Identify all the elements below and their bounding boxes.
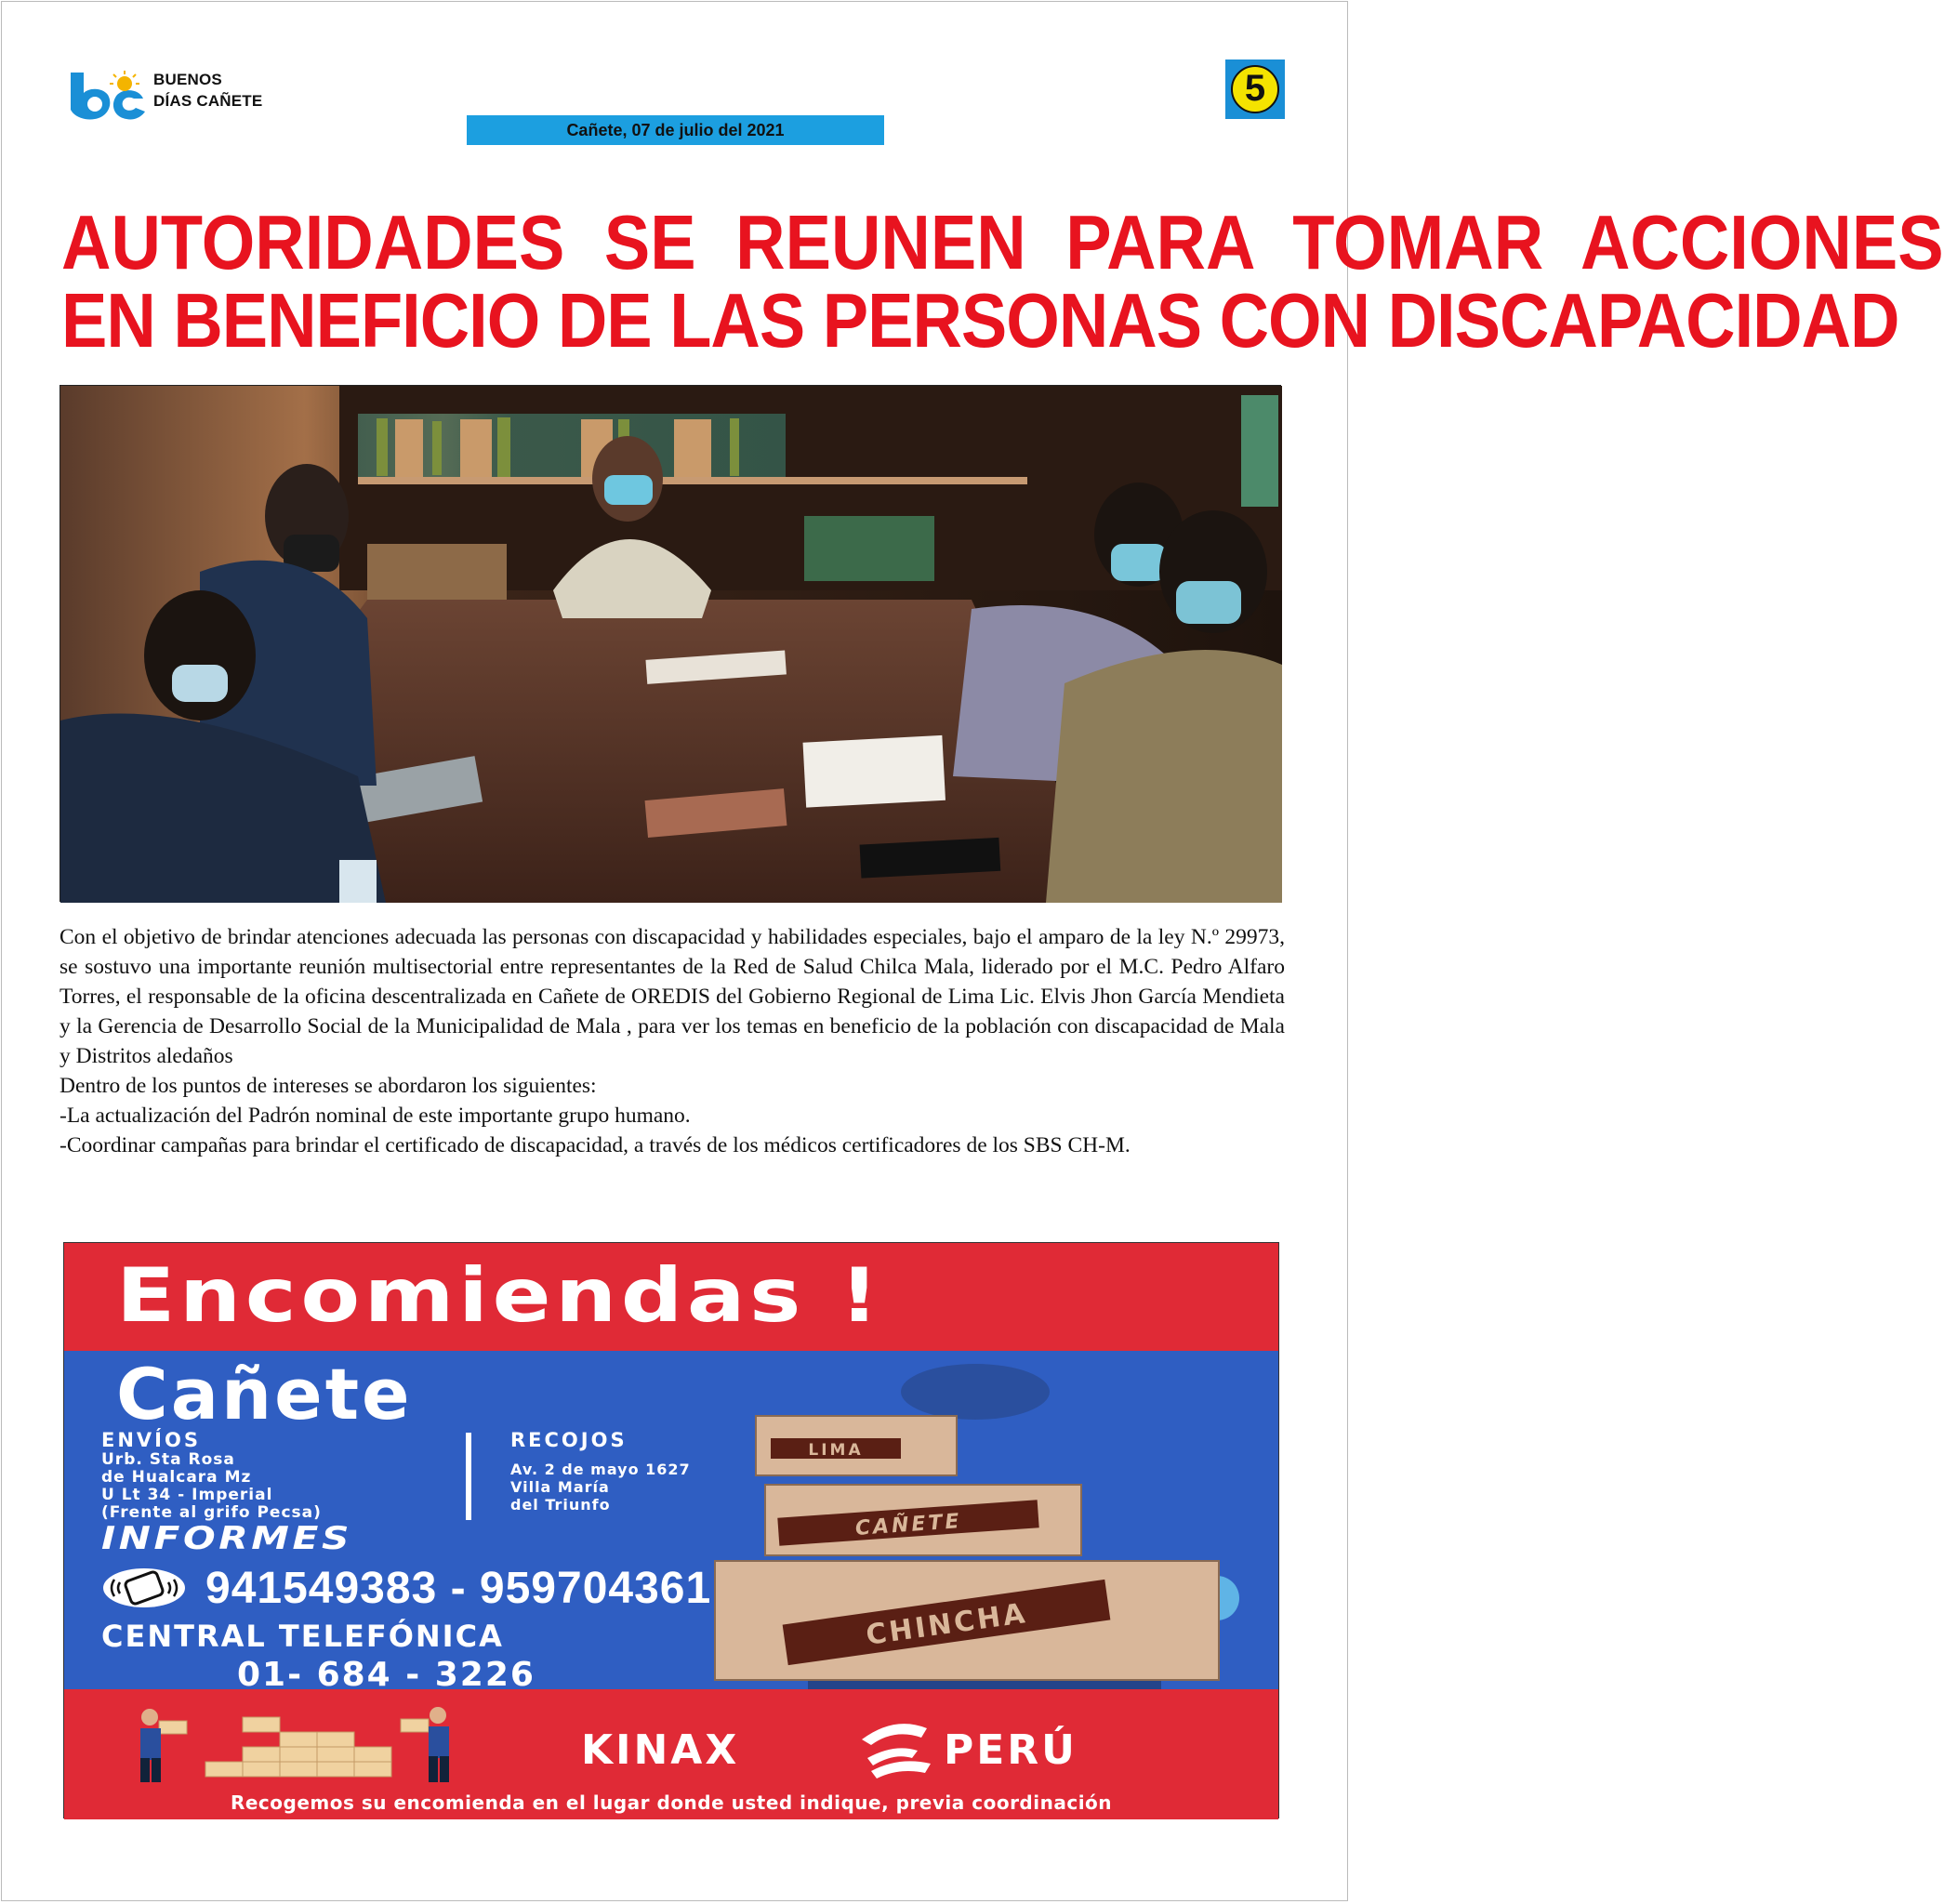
box-label-lima: LIMA <box>808 1441 864 1460</box>
informes-heading: INFORMES <box>101 1520 352 1557</box>
brand-peru: PERÚ <box>944 1726 1078 1774</box>
newspaper-name-line1: BUENOS <box>153 71 222 88</box>
ad-title: Encomiendas ! <box>116 1252 883 1339</box>
envios-line-2: de Hualcara Mz <box>101 1468 252 1487</box>
ad-city: Cañete <box>116 1353 413 1435</box>
phone-icon <box>101 1567 187 1609</box>
page-number-badge <box>1225 60 1285 119</box>
headline-line1: AUTORIDADES SE REUNEN PARA TOMAR ACCIONES <box>61 199 1944 285</box>
article-bullet-2: -Coordinar campañas para brindar el certificado de discapacidad, a través de los médicos certificadores de los SBS CH-M. <box>60 1133 1131 1157</box>
page-number: 5 <box>1231 65 1279 113</box>
kinax-logo-icon <box>853 1715 936 1780</box>
article-body <box>60 922 1285 1160</box>
boxes-illustration <box>715 1382 1291 1689</box>
envios-address <box>101 1451 322 1522</box>
article-paragraph-1: Con el objetivo de brindar atenciones adecuada las personas con discapacidad y habilidades especiales, bajo el amparo de la ley N.º 29973, se sostuvo una importante reunión multisectorial entre representantes de la Red de Salud Chilca Mala, liderado por el M.C. Pedro Alfaro Torres, el responsable de la oficina descentralizada en Cañete de OREDIS del Gobierno Regional de Lima Lic. Elvis Jhon García Mendieta y la Gerencia de Desarrollo Social de la Municipalidad de Mala , para ver los temas en beneficio de la población con discapacidad de Mala y Distritos aledaños <box>60 925 1285 1068</box>
central-phone-label: CENTRAL TELEFÓNICA <box>101 1619 504 1654</box>
ad-tagline: Recogemos su encomienda en el lugar donde usted indique, previa coordinación <box>230 1792 1113 1814</box>
recojos-line-3: del Triunfo <box>510 1496 611 1514</box>
envios-line-4: (Frente al grifo Pecsa) <box>101 1503 322 1522</box>
recojos-heading: RECOJOS <box>510 1429 628 1451</box>
meeting-photo-illustration <box>60 386 1282 903</box>
ad-title-band <box>64 1243 1278 1351</box>
date-bar: Cañete, 07 de julio del 2021 <box>467 115 884 145</box>
delivery-workers-illustration <box>103 1700 475 1784</box>
envios-line-3: U Lt 34 - Imperial <box>101 1486 273 1504</box>
central-phone-number: 01- 684 - 3226 <box>237 1656 536 1694</box>
envios-line-1: Urb. Sta Rosa <box>101 1450 235 1469</box>
box-label-canete: CAÑETE <box>854 1510 963 1540</box>
ad-divider <box>466 1433 471 1520</box>
headline <box>61 199 1944 364</box>
newspaper-logo <box>65 67 147 123</box>
newspaper-name-line2: DÍAS CAÑETE <box>153 92 263 110</box>
recojos-line-1: Av. 2 de mayo 1627 <box>510 1461 691 1478</box>
advertisement <box>63 1242 1279 1818</box>
meeting-photo <box>60 385 1281 902</box>
article-paragraph-2: Dentro de los puntos de intereses se abordaron los siguientes: <box>60 1074 597 1098</box>
envios-heading: ENVÍOS <box>101 1429 201 1451</box>
newspaper-name <box>153 69 262 112</box>
article-bullet-1: -La actualización del Padrón nominal de este importante grupo humano. <box>60 1104 691 1128</box>
phone-numbers: 941549383 - 959704361 <box>205 1564 712 1613</box>
headline-line2: EN BENEFICIO DE LAS PERSONAS CON DISCAPACIDAD <box>61 277 1899 364</box>
recojos-address <box>510 1461 691 1514</box>
recojos-line-2: Villa María <box>510 1478 610 1496</box>
box-label-chincha: CHINCHA <box>864 1596 1030 1652</box>
brand-kinax: KINAX <box>581 1726 740 1774</box>
